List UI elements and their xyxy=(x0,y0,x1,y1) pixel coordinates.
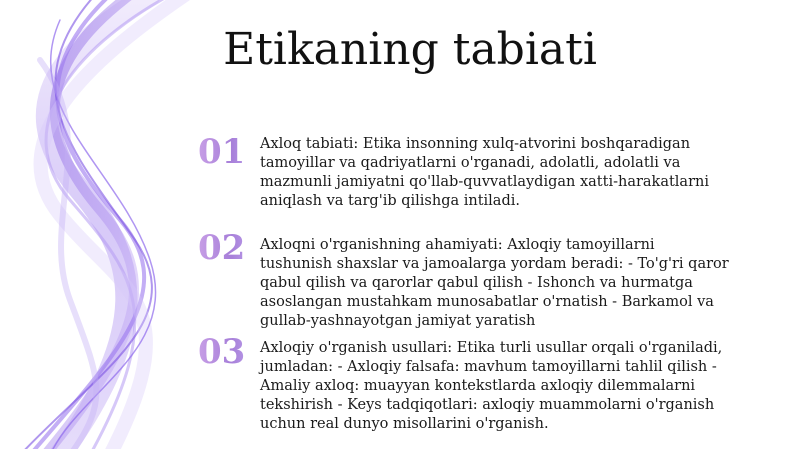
item-number: 01 xyxy=(198,132,258,172)
item-text: Axloqni o'rganishning ahamiyati: Axloqiy tamoyillarni tushunish shaxslar va jamoalarga yordam beradi: - To'g'ri qaror qabul qilish va qarorlar qabul qilish - Ishonch va hurmatga asoslangan mustahkam munosabatlar o'rnatish - Barkamol va gullab-yashnayotgan jamiyat yaratish xyxy=(260,237,729,329)
purple-smoke-wave-decoration xyxy=(0,0,230,449)
item-number: 03 xyxy=(198,332,258,372)
item-text: Axloqiy o'rganish usullari: Etika turli usullar orqali o'rganiladi, jumladan: - Axloqiy falsafa: mavhum tamoyillarni tahlil qilish - Amaliy axloq: muayyan kontekstlarda axloqiy dilemmalarni tekshirish - Keys tadqiqotlari: axloqiy muammolarni o'rganish uchun real dunyo misollarini o'rganish. xyxy=(260,340,723,432)
item-text: Axloq tabiati: Etika insonning xulq-atvorini boshqaradigan tamoyillar va qadriyatlarni o'rganadi, adolatli, adolatli va mazmunli jamiyatni qo'llab-quvvatlaydigan xatti-harakatlarni aniqlash va targ'ib qilishga intiladi. xyxy=(260,136,709,209)
item-number: 02 xyxy=(198,228,258,268)
slide-title: Etikaning tabiati xyxy=(223,24,597,75)
